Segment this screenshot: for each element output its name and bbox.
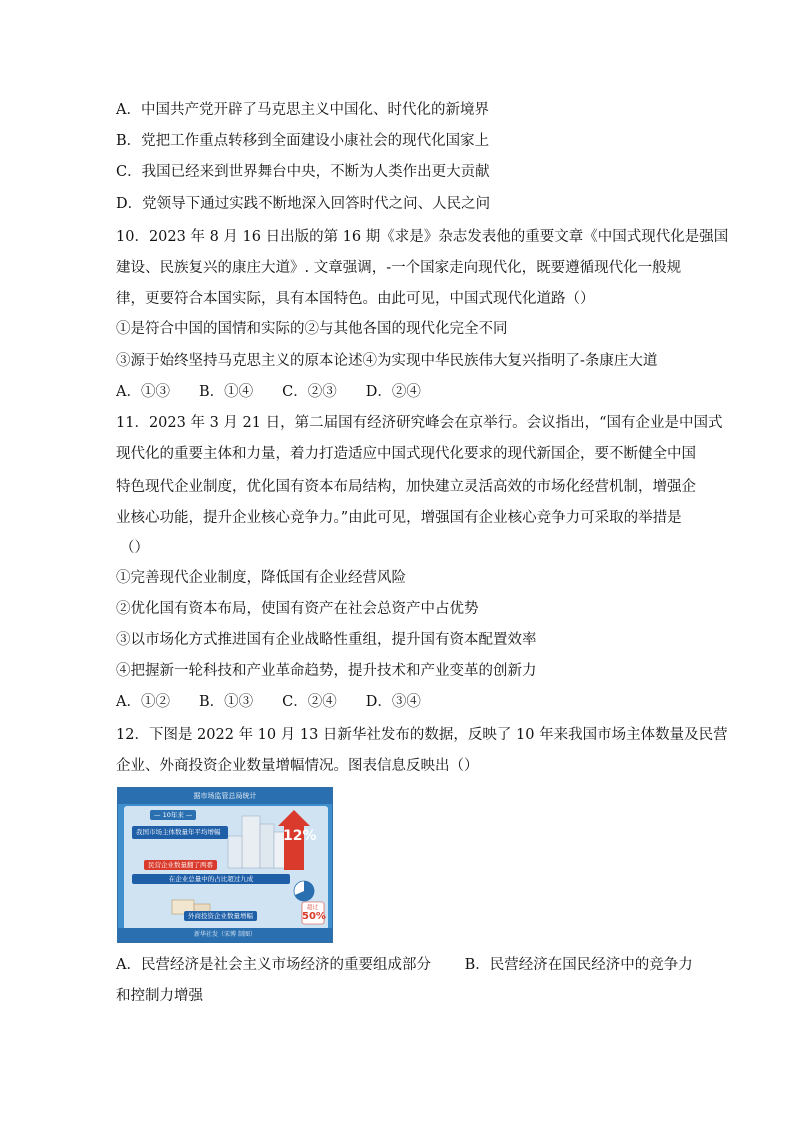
question-line: 律，更要符合本国实际，具有本国特色。由此可见，中国式现代化道路（） (116, 291, 595, 307)
question-line: 11．2023 年 3 月 21 日，第二届国有经济研究峰会在京举行。会议指出，“国有企业是中国式 (116, 415, 723, 431)
stat3-prefix: 超过 (307, 905, 319, 911)
infographic-header: 据市场监管总局统计 (118, 788, 332, 804)
option-line: A．中国共产党开辟了马克思主义中国化、时代化的新境界 (116, 102, 489, 118)
stat1-label: 我国市场主体数量年平均增幅 (132, 826, 228, 839)
statement-line: ④把握新一轮科技和产业革命趋势，提升技术和产业变革的创新力 (116, 663, 537, 679)
option-line: A．民营经济是社会主义市场经济的重要组成部分 B．民营经济在国民经济中的竞争力 (116, 957, 693, 973)
question-line: 建设、民族复兴的康庄大道》. 文章强调，-一个国家走向现代化，既要遵循现代化一般规 (116, 260, 682, 276)
option-line: D．党领导下通过实践不断地深入回答时代之问、人民之问 (116, 196, 491, 212)
question-line: 特色现代企业制度，优化国有资本布局结构，加快建立灵活高效的市场化经营机制，增强企 (116, 479, 696, 495)
stat3-label: 外商投资企业数量增幅 (184, 911, 257, 921)
stat3-value: 50% (302, 911, 326, 922)
question-line: 12．下图是 2022 年 10 月 13 日新华社发布的数据，反映了 10 年来我国市场主体数量及民营 (116, 727, 728, 743)
statement-line: ③以市场化方式推进国有企业战略性重组，提升国有资本配置效率 (116, 632, 537, 648)
statement-line: ①是符合中国的国情和实际的②与其他各国的现代化完全不同 (116, 321, 508, 337)
choice-line: A．①③ B．①④ C．②③ D．②④ (116, 384, 421, 400)
stat2-label: 民营企业数量翻了两番 (144, 860, 217, 870)
option-line: 和控制力增强 (116, 988, 203, 1004)
statement-line: ②优化国有资本布局，使国有资产在社会总资产中占优势 (116, 601, 479, 617)
stat1-value: 12% (283, 828, 317, 844)
infographic-image (117, 787, 333, 943)
stat2-sub: 在企业总量中的占比超过九成 (132, 874, 290, 884)
years-tag: — 10年来 — (150, 810, 196, 820)
question-line: 10．2023 年 8 月 16 日出版的第 16 期《求是》杂志发表他的重要文章《中国式现代化是强国 (116, 229, 729, 245)
question-line: 现代化的重要主体和力量，着力打造适应中国式现代化要求的现代新国企，要不断健全中国 (116, 446, 696, 462)
statement-line: ①完善现代企业制度，降低国有企业经营风险 (116, 570, 406, 586)
question-line: 企业、外商投资企业数量增幅情况。图表信息反映出（） (116, 758, 479, 774)
question-line: （） (120, 540, 149, 556)
infographic-panel (124, 806, 328, 930)
option-line: C．我国已经来到世界舞台中央，不断为人类作出更大贡献 (116, 164, 490, 180)
option-line: B．党把工作重点转移到全面建设小康社会的现代化国家上 (116, 133, 490, 149)
choice-line: A．①② B．①③ C．②④ D．③④ (116, 694, 421, 710)
statement-line: ③源于始终坚持马克思主义的原本论述④为实现中华民族伟大复兴指明了-条康庄大道 (116, 353, 658, 369)
infographic-footer: 新华社发（宋博 制图） (118, 928, 332, 942)
question-line: 业核心功能，提升企业核心竞争力。”由此可见，增强国有企业核心竞争力可采取的举措是 (116, 510, 682, 526)
